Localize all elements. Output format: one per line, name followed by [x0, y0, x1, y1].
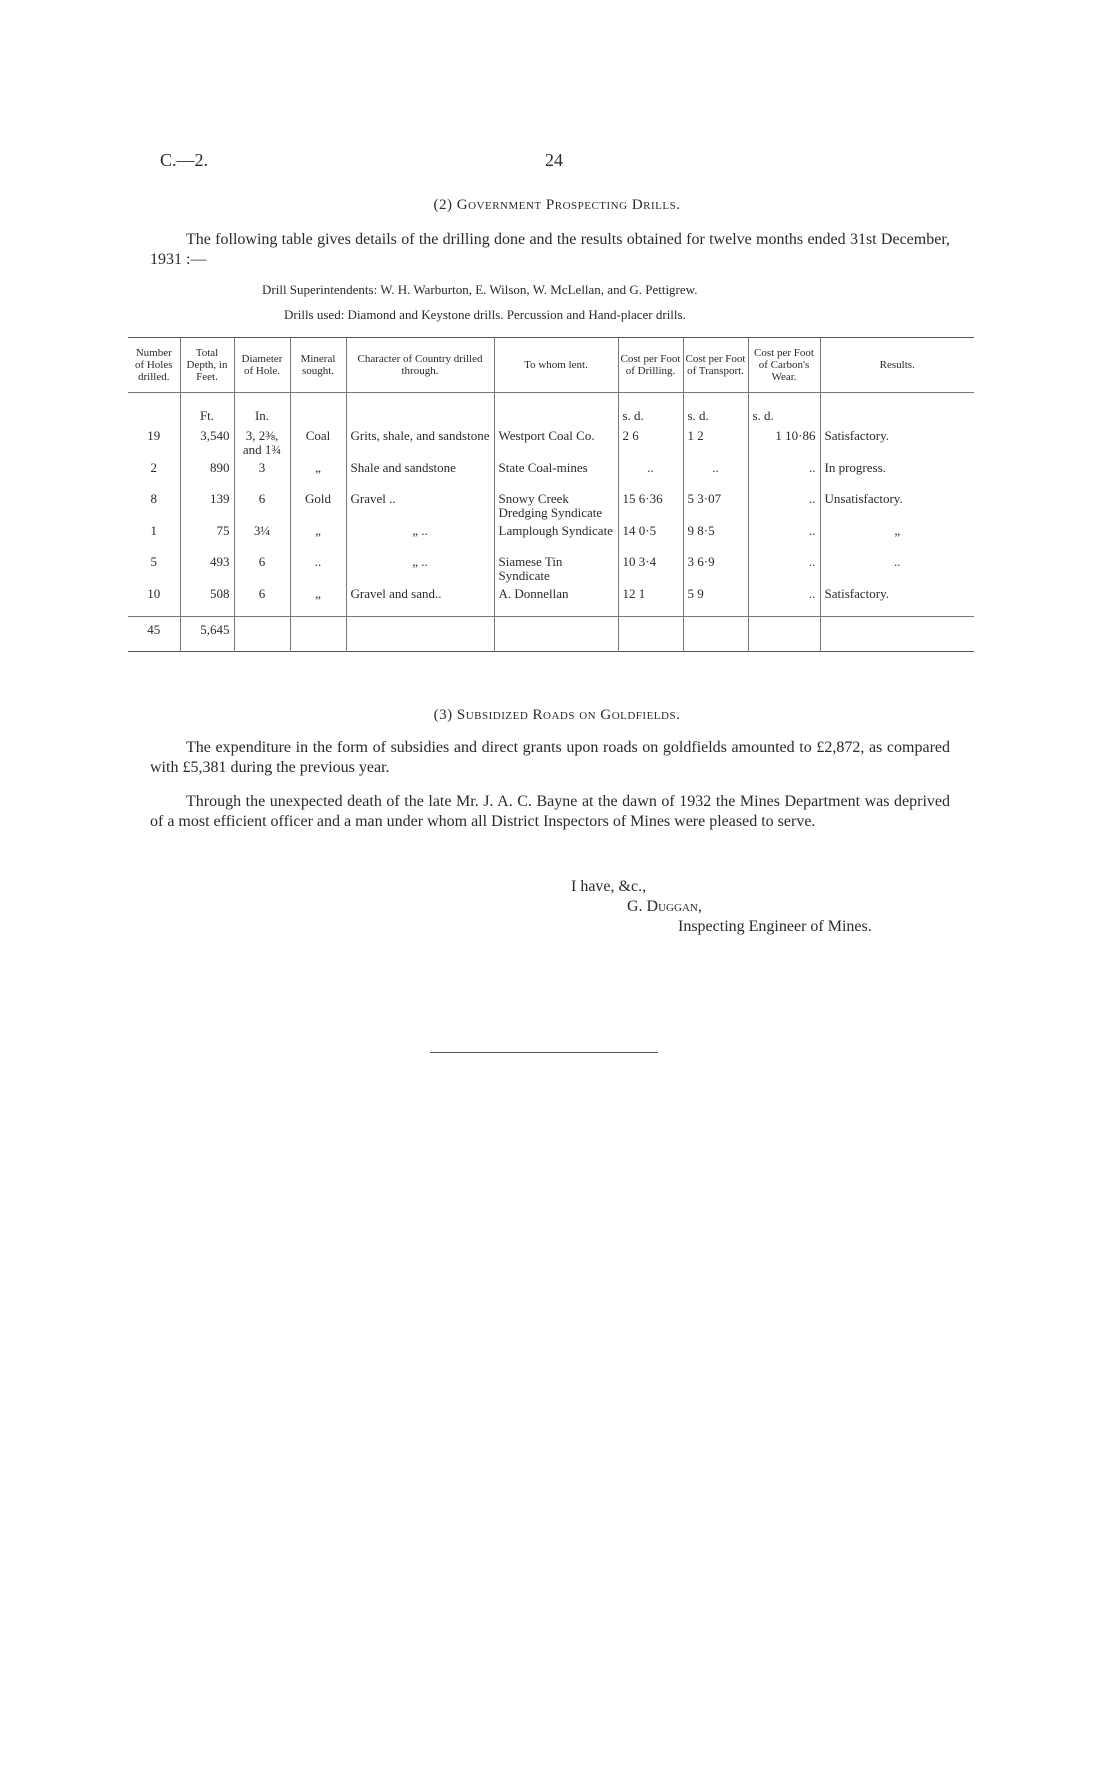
cell-diameter: 3¼: [234, 522, 290, 553]
cell-mineral: „: [290, 585, 346, 617]
unit-cell: [290, 393, 346, 428]
total-cell: [748, 617, 820, 652]
header-cost-carbon: Cost per Foot of Carbon's Wear.: [748, 338, 820, 393]
total-cell: [346, 617, 494, 652]
header-cost-transport: Cost per Foot of Transport.: [683, 338, 748, 393]
section-3-title: (3) Subsidized Roads on Goldfields.: [433, 707, 681, 723]
cell-cost-carbon: ..: [748, 459, 820, 490]
drill-superintendents: Drill Superintendents: W. H. Warburton, E. Wilson, W. McLellan, and G. Pettigrew.: [262, 282, 698, 297]
cell-cost-carbon: ..: [748, 522, 820, 553]
cell-diameter: 6: [234, 490, 290, 522]
cell-result: Satisfactory.: [820, 585, 974, 617]
table-row: [128, 427, 974, 459]
cell-cost-transport: ..: [683, 459, 748, 490]
header-country: Character of Country drilled through.: [346, 338, 494, 393]
cell-depth: 139: [180, 490, 234, 522]
cell-mineral: „: [290, 522, 346, 553]
cell-result: Unsatisfactory.: [820, 490, 974, 522]
cell-lent: State Coal-mines: [494, 459, 618, 490]
signoff-title: Inspecting Engineer of Mines.: [678, 918, 872, 935]
cell-diameter: 6: [234, 585, 290, 617]
header-mineral: Mineral sought.: [290, 338, 346, 393]
cell-depth: 890: [180, 459, 234, 490]
cell-mineral: Coal: [290, 427, 346, 459]
document-reference: C.—2.: [160, 150, 209, 170]
cell-cost-transport: 5 9: [683, 585, 748, 617]
cell-diameter: 3, 2⅜, and 1¾: [234, 427, 290, 459]
table-row: [128, 553, 974, 585]
cell-depth: 3,540: [180, 427, 234, 459]
cell-result: In progress.: [820, 459, 974, 490]
cell-mineral: Gold: [290, 490, 346, 522]
header-holes: Number of Holes drilled.: [128, 338, 180, 393]
end-rule: [430, 1052, 658, 1053]
cell-diameter: 6: [234, 553, 290, 585]
total-cell: [234, 617, 290, 652]
unit-cell: In.: [234, 393, 290, 428]
unit-cell: [494, 393, 618, 428]
table-row: [128, 522, 974, 553]
cell-cost-carbon: ..: [748, 553, 820, 585]
unit-cell: s. d.: [748, 393, 820, 428]
cell-lent: Snowy Creek Dredging Syndicate: [494, 490, 618, 522]
units-row: [128, 393, 974, 428]
cell-cost-carbon: 1 10·86: [748, 427, 820, 459]
total-holes: 45: [128, 617, 180, 652]
total-cell: [290, 617, 346, 652]
cell-country: „ ..: [346, 553, 494, 585]
cell-cost-transport: 9 8·5: [683, 522, 748, 553]
table-row: [128, 585, 974, 617]
section-3-paragraph-1: The expenditure in the form of subsidies and direct grants upon roads on goldfields amounted to £2,872, as compared with £5,381 during the previous year.: [150, 739, 950, 776]
table-header-row: [128, 338, 974, 393]
unit-cell: s. d.: [683, 393, 748, 428]
cell-country: Shale and sandstone: [346, 459, 494, 490]
cell-mineral: ..: [290, 553, 346, 585]
cell-cost-transport: 5 3·07: [683, 490, 748, 522]
cell-cost-drilling: 2 6: [618, 427, 683, 459]
cell-country: Gravel and sand..: [346, 585, 494, 617]
drilling-table: [128, 337, 974, 652]
cell-result: ..: [820, 553, 974, 585]
cell-holes: 5: [150, 554, 157, 569]
header-cost-drilling: Cost per Foot of Drilling.: [618, 338, 683, 393]
total-cell: [683, 617, 748, 652]
unit-cell: [128, 393, 180, 428]
cell-result: „: [820, 522, 974, 553]
table-row: [128, 490, 974, 522]
total-cell: [494, 617, 618, 652]
cell-holes: 1: [150, 523, 157, 538]
cell-holes: 8: [150, 491, 157, 506]
cell-mineral: „: [290, 459, 346, 490]
section-3-paragraph-2: Through the unexpected death of the late Mr. J. A. C. Bayne at the dawn of 1932 the Mines Department was deprived of a most efficient officer and a man under whom all District Inspectors of Mines were pleased to serve.: [150, 793, 950, 830]
table-row: [128, 459, 974, 490]
cell-depth: 75: [180, 522, 234, 553]
cell-cost-carbon: ..: [748, 585, 820, 617]
unit-cell: s. d.: [618, 393, 683, 428]
signoff-name: G. Duggan,: [627, 898, 702, 915]
cell-lent: Siamese Tin Syndicate: [494, 553, 618, 585]
cell-cost-drilling: 15 6·36: [618, 490, 683, 522]
header-diameter: Diameter of Hole.: [234, 338, 290, 393]
cell-cost-carbon: ..: [748, 490, 820, 522]
total-cell: [820, 617, 974, 652]
page-number: 24: [545, 150, 563, 170]
total-depth: 5,645: [180, 617, 234, 652]
cell-cost-transport: 3 6·9: [683, 553, 748, 585]
cell-cost-transport: 1 2: [683, 427, 748, 459]
cell-lent: A. Donnellan: [494, 585, 618, 617]
header-depth: Total Depth, in Feet.: [180, 338, 234, 393]
total-cell: [618, 617, 683, 652]
drills-used: Drills used: Diamond and Keystone drills. Percussion and Hand-placer drills.: [284, 307, 686, 322]
signoff-greeting: I have, &c.,: [571, 878, 647, 895]
unit-cell: [346, 393, 494, 428]
section-2-title: (2) Government Prospecting Drills.: [433, 197, 681, 213]
cell-depth: 508: [180, 585, 234, 617]
unit-cell: Ft.: [180, 393, 234, 428]
header-lent: To whom lent.: [494, 338, 618, 393]
cell-country: „ ..: [346, 522, 494, 553]
cell-cost-drilling: 10 3·4: [618, 553, 683, 585]
cell-cost-drilling: ..: [618, 459, 683, 490]
cell-holes: 19: [147, 428, 161, 443]
cell-lent: Westport Coal Co.: [494, 427, 618, 459]
cell-country: Gravel ..: [346, 490, 494, 522]
cell-holes: 2: [150, 460, 157, 475]
cell-result: Satisfactory.: [820, 427, 974, 459]
cell-lent: Lamplough Syndicate: [494, 522, 618, 553]
header-results: Results.: [820, 338, 974, 393]
cell-cost-drilling: 12 1: [618, 585, 683, 617]
cell-depth: 493: [180, 553, 234, 585]
cell-diameter: 3: [234, 459, 290, 490]
cell-holes: 10: [147, 586, 161, 601]
section-2-intro: The following table gives details of the drilling done and the results obtained for twelve months ended 31st December, 1931 :—: [150, 231, 950, 268]
totals-row: [128, 617, 974, 652]
cell-cost-drilling: 14 0·5: [618, 522, 683, 553]
unit-cell: [820, 393, 974, 428]
cell-country: Grits, shale, and sandstone: [346, 427, 494, 459]
